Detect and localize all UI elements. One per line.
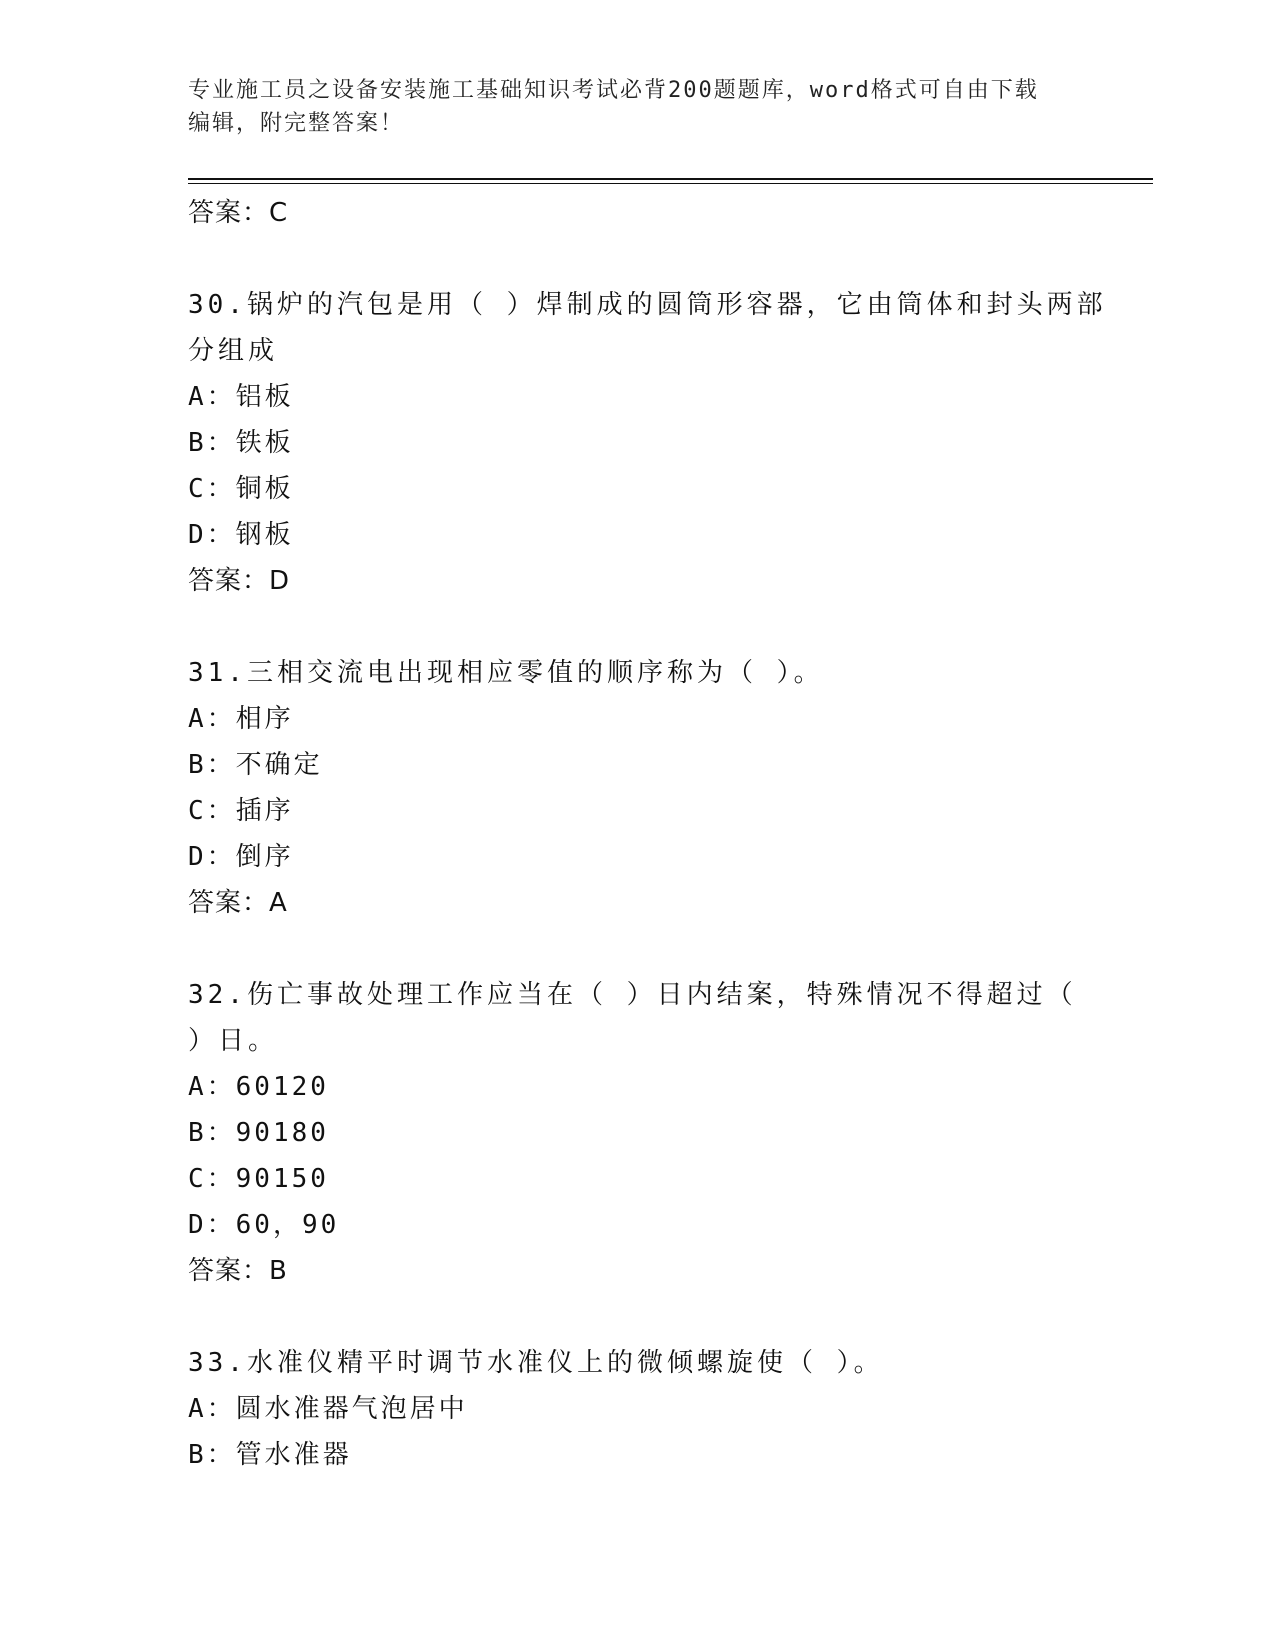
question-31-option-d: D：倒序	[188, 842, 294, 872]
question-33-option-b: B：管水准器	[188, 1440, 352, 1470]
question-31	[188, 650, 1108, 926]
question-32-option-c: C：90150	[188, 1164, 329, 1194]
spacer	[188, 236, 1108, 282]
question-30-option-d: D：钢板	[188, 520, 294, 550]
header-line-1: 专业施工员之设备安装施工基础知识考试必背200题题库，word格式可自由下载	[188, 78, 1039, 103]
question-33	[188, 1340, 1108, 1478]
spacer	[188, 604, 1108, 650]
question-30-option-b: B：铁板	[188, 428, 294, 458]
question-31-stem: 31.三相交流电出现相应零值的顺序称为（ ）。	[188, 658, 824, 688]
question-list	[188, 190, 1108, 1478]
question-31-option-b: B：不确定	[188, 750, 323, 780]
answer-q31: 答案：A	[188, 888, 288, 918]
question-30-option-a: A：铝板	[188, 382, 294, 412]
header-divider-thick	[188, 178, 1153, 180]
question-33-option-a: A：圆水准器气泡居中	[188, 1394, 468, 1424]
question-30	[188, 282, 1108, 604]
spacer	[188, 926, 1108, 972]
spacer	[188, 1294, 1108, 1340]
question-31-option-a: A：相序	[188, 704, 294, 734]
answer-q29: 答案：C	[188, 198, 289, 228]
header-line-2: 编辑，附完整答案！	[188, 111, 405, 136]
answer-q30: 答案：D	[188, 566, 291, 596]
question-30-stem: 30.锅炉的汽包是用（ ）焊制成的圆筒形容器，它由筒体和封头两部分组成	[188, 290, 1107, 366]
answer-q32: 答案：B	[188, 1256, 288, 1286]
question-32-stem: 32.伤亡事故处理工作应当在（ ）日内结案，特殊情况不得超过（ ）日。	[188, 980, 1077, 1056]
question-31-option-c: C：插序	[188, 796, 294, 826]
document-header	[188, 74, 1068, 140]
question-33-stem: 33.水准仪精平时调节水准仪上的微倾螺旋使（ ）。	[188, 1348, 884, 1378]
question-32-option-d: D：60，90	[188, 1210, 340, 1240]
header-divider-thin	[188, 183, 1153, 184]
question-30-option-c: C：铜板	[188, 474, 294, 504]
question-32	[188, 972, 1108, 1294]
question-32-option-a: A：60120	[188, 1072, 329, 1102]
question-32-option-b: B：90180	[188, 1118, 329, 1148]
